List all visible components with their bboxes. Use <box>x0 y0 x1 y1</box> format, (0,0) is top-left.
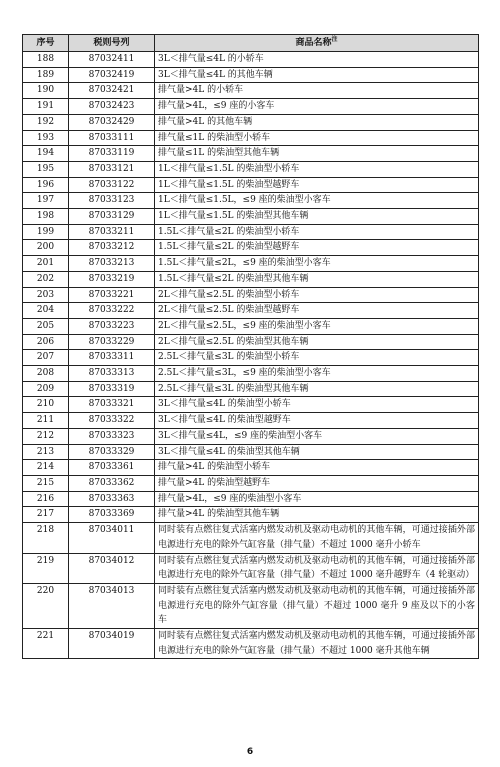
table-body <box>23 52 479 659</box>
table-row <box>23 553 479 583</box>
row-tariff-code: 87034019 <box>69 629 155 659</box>
row-serial-number: 214 <box>23 460 69 476</box>
row-tariff-code: 87034013 <box>69 583 155 628</box>
row-tariff-code: 87034012 <box>69 553 155 583</box>
table-row <box>23 350 479 366</box>
row-goods-name: 同时装有点燃往复式活塞内燃发动机及驱动电动机的其他车辆，可通过接插外部电源进行充电的除外气缸容量（排气量）不超过 1000 毫升 9 座及以下的小客车 <box>155 583 479 628</box>
row-serial-number: 189 <box>23 67 69 83</box>
row-tariff-code: 87034011 <box>69 523 155 553</box>
row-tariff-code: 87032429 <box>69 114 155 130</box>
table-row <box>23 475 479 491</box>
row-goods-name: 1L＜排气量≤1.5L，≤9 座的柴油型小客车 <box>155 193 479 209</box>
row-serial-number: 212 <box>23 428 69 444</box>
row-serial-number: 192 <box>23 114 69 130</box>
row-goods-name: 1L＜排气量≤1.5L 的柴油型越野车 <box>155 177 479 193</box>
row-tariff-code: 87033319 <box>69 381 155 397</box>
table-row <box>23 146 479 162</box>
row-serial-number: 194 <box>23 146 69 162</box>
row-goods-name: 2L＜排气量≤2.5L 的柴油型其他车辆 <box>155 334 479 350</box>
row-serial-number: 215 <box>23 475 69 491</box>
row-serial-number: 203 <box>23 287 69 303</box>
row-goods-name: 排气量>4L 的柴油型其他车辆 <box>155 507 479 523</box>
row-goods-name: 排气量>4L 的柴油型越野车 <box>155 475 479 491</box>
table-row <box>23 381 479 397</box>
table-row <box>23 52 479 68</box>
row-tariff-code: 87033123 <box>69 193 155 209</box>
row-tariff-code: 87033213 <box>69 256 155 272</box>
row-tariff-code: 87033221 <box>69 287 155 303</box>
row-tariff-code: 87033323 <box>69 428 155 444</box>
row-tariff-code: 87032411 <box>69 52 155 68</box>
row-tariff-code: 87033111 <box>69 130 155 146</box>
row-serial-number: 190 <box>23 83 69 99</box>
row-serial-number: 201 <box>23 256 69 272</box>
table-row <box>23 209 479 225</box>
row-tariff-code: 87033122 <box>69 177 155 193</box>
row-serial-number: 196 <box>23 177 69 193</box>
row-goods-name: 3L＜排气量≤4L 的柴油型小轿车 <box>155 397 479 413</box>
row-goods-name: 排气量>4L 的小轿车 <box>155 83 479 99</box>
row-goods-name: 同时装有点燃往复式活塞内燃发动机及驱动电动机的其他车辆，可通过接插外部电源进行充电的除外气缸容量（排气量）不超过 1000 毫升越野车（4 轮驱动） <box>155 553 479 583</box>
table-row <box>23 366 479 382</box>
row-serial-number: 200 <box>23 240 69 256</box>
row-serial-number: 217 <box>23 507 69 523</box>
table-row <box>23 629 479 659</box>
table-row <box>23 240 479 256</box>
table-row <box>23 287 479 303</box>
row-goods-name: 排气量>4L，≤9 座的小客车 <box>155 99 479 115</box>
table-row <box>23 67 479 83</box>
header-goods-name <box>155 35 479 52</box>
row-goods-name: 1L＜排气量≤1.5L 的柴油型其他车辆 <box>155 209 479 225</box>
row-goods-name: 同时装有点燃往复式活塞内燃发动机及驱动电动机的其他车辆，可通过接插外部电源进行充电的除外气缸容量（排气量）不超过 1000 毫升其他车辆 <box>155 629 479 659</box>
row-serial-number: 202 <box>23 271 69 287</box>
row-tariff-code: 87033212 <box>69 240 155 256</box>
table-row <box>23 271 479 287</box>
row-serial-number: 199 <box>23 224 69 240</box>
row-serial-number: 207 <box>23 350 69 366</box>
row-tariff-code: 87033362 <box>69 475 155 491</box>
table-row <box>23 83 479 99</box>
row-goods-name: 同时装有点燃往复式活塞内燃发动机及驱动电动机的其他车辆，可通过接插外部电源进行充电的除外气缸容量（排气量）不超过 1000 毫升小轿车 <box>155 523 479 553</box>
header-note-mark: 注 <box>331 36 338 43</box>
row-tariff-code: 87033119 <box>69 146 155 162</box>
row-goods-name: 3L＜排气量≤4L 的柴油型其他车辆 <box>155 444 479 460</box>
table-row <box>23 507 479 523</box>
row-serial-number: 198 <box>23 209 69 225</box>
row-goods-name: 2.5L＜排气量≤3L，≤9 座的柴油型小客车 <box>155 366 479 382</box>
table-row <box>23 114 479 130</box>
row-serial-number: 219 <box>23 553 69 583</box>
table-row <box>23 177 479 193</box>
row-goods-name: 2L＜排气量≤2.5L 的柴油型小轿车 <box>155 287 479 303</box>
table-row <box>23 318 479 334</box>
row-serial-number: 211 <box>23 413 69 429</box>
row-tariff-code: 87033222 <box>69 303 155 319</box>
table-row <box>23 334 479 350</box>
row-tariff-code: 87032421 <box>69 83 155 99</box>
row-goods-name: 排气量≤1L 的柴油型小轿车 <box>155 130 479 146</box>
header-serial-number: 序号 <box>23 35 69 52</box>
table-row <box>23 161 479 177</box>
goods-table <box>22 34 479 659</box>
row-goods-name: 排气量>4L，≤9 座的柴油型小客车 <box>155 491 479 507</box>
row-goods-name: 3L＜排气量≤4L 的柴油型越野车 <box>155 413 479 429</box>
row-goods-name: 1.5L＜排气量≤2L 的柴油型其他车辆 <box>155 271 479 287</box>
row-serial-number: 193 <box>23 130 69 146</box>
row-tariff-code: 87033369 <box>69 507 155 523</box>
row-tariff-code: 87033321 <box>69 397 155 413</box>
row-serial-number: 188 <box>23 52 69 68</box>
row-tariff-code: 87033322 <box>69 413 155 429</box>
row-tariff-code: 87033121 <box>69 161 155 177</box>
row-serial-number: 221 <box>23 629 69 659</box>
page-number: 6 <box>246 747 254 757</box>
row-serial-number: 220 <box>23 583 69 628</box>
row-tariff-code: 87033223 <box>69 318 155 334</box>
row-serial-number: 210 <box>23 397 69 413</box>
row-serial-number: 213 <box>23 444 69 460</box>
table-row <box>23 583 479 628</box>
table-row <box>23 444 479 460</box>
row-serial-number: 191 <box>23 99 69 115</box>
row-tariff-code: 87033361 <box>69 460 155 476</box>
row-goods-name: 1.5L＜排气量≤2L，≤9 座的柴油型小客车 <box>155 256 479 272</box>
table-row <box>23 303 479 319</box>
table-row <box>23 460 479 476</box>
row-goods-name: 2.5L＜排气量≤3L 的柴油型小轿车 <box>155 350 479 366</box>
table-row <box>23 413 479 429</box>
row-serial-number: 218 <box>23 523 69 553</box>
row-goods-name: 2L＜排气量≤2.5L 的柴油型越野车 <box>155 303 479 319</box>
row-goods-name: 排气量≤1L 的柴油型其他车辆 <box>155 146 479 162</box>
row-tariff-code: 87033211 <box>69 224 155 240</box>
row-serial-number: 195 <box>23 161 69 177</box>
table-row <box>23 130 479 146</box>
row-goods-name: 3L＜排气量≤4L 的小轿车 <box>155 52 479 68</box>
table-row <box>23 397 479 413</box>
table-header-row <box>23 35 479 52</box>
row-tariff-code: 87033313 <box>69 366 155 382</box>
row-tariff-code: 87033311 <box>69 350 155 366</box>
table-row <box>23 256 479 272</box>
row-tariff-code: 87032419 <box>69 67 155 83</box>
row-tariff-code: 87033229 <box>69 334 155 350</box>
table-row <box>23 428 479 444</box>
row-goods-name: 2.5L＜排气量≤3L 的柴油型其他车辆 <box>155 381 479 397</box>
table-row <box>23 99 479 115</box>
table-row <box>23 224 479 240</box>
row-serial-number: 216 <box>23 491 69 507</box>
table-row <box>23 193 479 209</box>
row-goods-name: 排气量>4L 的其他车辆 <box>155 114 479 130</box>
row-goods-name: 1.5L＜排气量≤2L 的柴油型越野车 <box>155 240 479 256</box>
row-tariff-code: 87032423 <box>69 99 155 115</box>
row-serial-number: 206 <box>23 334 69 350</box>
row-serial-number: 204 <box>23 303 69 319</box>
row-goods-name: 3L＜排气量≤4L，≤9 座的柴油型小客车 <box>155 428 479 444</box>
table-row <box>23 491 479 507</box>
header-goods-name-text: 商品名称 <box>295 38 332 48</box>
row-goods-name: 1L＜排气量≤1.5L 的柴油型小轿车 <box>155 161 479 177</box>
header-tariff-code: 税则号列 <box>69 35 155 52</box>
row-tariff-code: 87033363 <box>69 491 155 507</box>
row-tariff-code: 87033219 <box>69 271 155 287</box>
row-goods-name: 1.5L＜排气量≤2L 的柴油型小轿车 <box>155 224 479 240</box>
row-goods-name: 排气量>4L 的柴油型小轿车 <box>155 460 479 476</box>
row-tariff-code: 87033329 <box>69 444 155 460</box>
row-goods-name: 3L＜排气量≤4L 的其他车辆 <box>155 67 479 83</box>
table-row <box>23 523 479 553</box>
row-serial-number: 208 <box>23 366 69 382</box>
row-serial-number: 209 <box>23 381 69 397</box>
row-serial-number: 197 <box>23 193 69 209</box>
row-tariff-code: 87033129 <box>69 209 155 225</box>
row-serial-number: 205 <box>23 318 69 334</box>
row-goods-name: 2L＜排气量≤2.5L，≤9 座的柴油型小客车 <box>155 318 479 334</box>
